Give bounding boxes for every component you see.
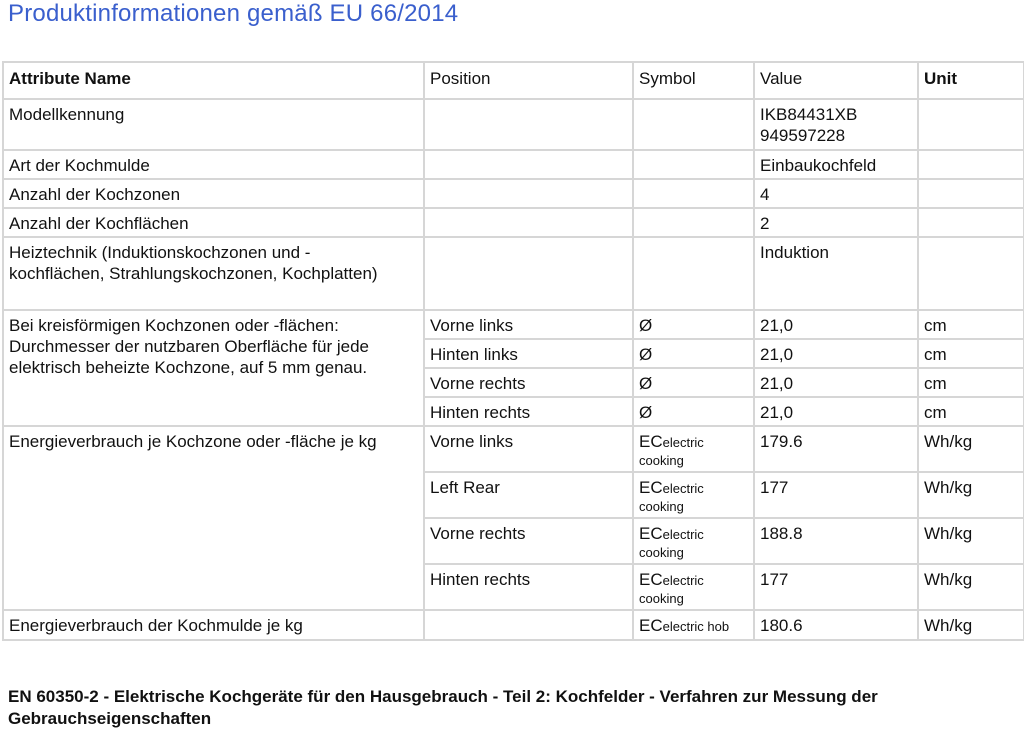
header-unit: Unit <box>918 62 1024 99</box>
table-row <box>3 99 1024 150</box>
row-model-value <box>754 99 918 150</box>
table-row <box>3 610 1024 640</box>
header-symbol: Symbol <box>633 62 754 99</box>
energy-symbol <box>633 426 754 472</box>
row-areas-attribute: Anzahl der Kochflächen <box>3 208 424 237</box>
ec-symbol: EC <box>639 432 663 451</box>
table-header-row <box>3 62 1024 99</box>
diameter-value: 21,0 <box>754 310 918 339</box>
energy-position: Vorne rechts <box>424 518 633 564</box>
diameter-position: Vorne rechts <box>424 368 633 397</box>
ec-subscript-2: cooking <box>639 591 684 606</box>
product-info-table <box>2 61 1024 641</box>
row-areas-value: 2 <box>754 208 918 237</box>
ec-subscript: electric <box>662 573 704 588</box>
ec-subscript-2: cooking <box>639 499 684 514</box>
page-title: Produktinformationen gemäß EU 66/2014 <box>8 0 459 27</box>
model-id: IKB84431XB <box>760 105 858 124</box>
table-row <box>3 208 1024 237</box>
row-heating-attribute: Heiztechnik (Induktionskochzonen und -kochflächen, Strahlungskochzonen, Kochplatten) <box>3 237 424 310</box>
row-diameter-attribute: Bei kreisförmigen Kochzonen oder -flächen: Durchmesser der nutzbaren Oberfläche für jede elektrisch beheizte Kochzone, auf 5 mm genau. <box>3 310 424 426</box>
diameter-position: Vorne links <box>424 310 633 339</box>
table-row <box>3 179 1024 208</box>
diameter-value: 21,0 <box>754 339 918 368</box>
diameter-unit: cm <box>918 368 1024 397</box>
ec-symbol: EC <box>639 524 663 543</box>
energy-symbol <box>633 472 754 518</box>
ec-subscript: electric <box>662 527 704 542</box>
energy-unit: Wh/kg <box>918 472 1024 518</box>
diameter-unit: cm <box>918 397 1024 426</box>
energy-value: 177 <box>754 564 918 610</box>
energy-hob-symbol <box>633 610 754 640</box>
ec-subscript-2: cooking <box>639 545 684 560</box>
energy-unit: Wh/kg <box>918 564 1024 610</box>
energy-position: Left Rear <box>424 472 633 518</box>
header-value: Value <box>754 62 918 99</box>
standard-reference: EN 60350-2 - Elektrische Kochgeräte für den Hausgebrauch - Teil 2: Kochfelder - Verfahren zur Messung der Gebrauchseigenschaften <box>8 687 878 728</box>
ec-subscript-2: cooking <box>639 453 684 468</box>
diameter-symbol: Ø <box>633 339 754 368</box>
diameter-value: 21,0 <box>754 368 918 397</box>
row-model-attribute: Modellkennung <box>3 99 424 150</box>
table-row <box>3 150 1024 179</box>
energy-value: 177 <box>754 472 918 518</box>
row-zones-value: 4 <box>754 179 918 208</box>
energy-unit: Wh/kg <box>918 426 1024 472</box>
table-row <box>3 237 1024 310</box>
diameter-unit: cm <box>918 339 1024 368</box>
energy-symbol <box>633 564 754 610</box>
diameter-symbol: Ø <box>633 397 754 426</box>
diameter-position: Hinten rechts <box>424 397 633 426</box>
energy-position: Vorne links <box>424 426 633 472</box>
row-energy-hob-attribute: Energieverbrauch der Kochmulde je kg <box>3 610 424 640</box>
diameter-unit: cm <box>918 310 1024 339</box>
energy-symbol <box>633 518 754 564</box>
diameter-position: Hinten links <box>424 339 633 368</box>
energy-value: 188.8 <box>754 518 918 564</box>
row-type-value: Einbaukochfeld <box>754 150 918 179</box>
ec-symbol: EC <box>639 478 663 497</box>
ec-symbol: EC <box>639 616 663 635</box>
energy-hob-value: 180.6 <box>754 610 918 640</box>
ec-subscript: electric <box>662 481 704 496</box>
energy-position: Hinten rechts <box>424 564 633 610</box>
diameter-value: 21,0 <box>754 397 918 426</box>
row-zones-attribute: Anzahl der Kochzonen <box>3 179 424 208</box>
energy-hob-unit: Wh/kg <box>918 610 1024 640</box>
row-heating-value: Induktion <box>754 237 918 310</box>
diameter-symbol: Ø <box>633 310 754 339</box>
header-attribute-name: Attribute Name <box>3 62 424 99</box>
energy-unit: Wh/kg <box>918 518 1024 564</box>
ec-symbol: EC <box>639 570 663 589</box>
row-type-attribute: Art der Kochmulde <box>3 150 424 179</box>
header-position: Position <box>424 62 633 99</box>
ec-subscript: electric hob <box>662 619 730 634</box>
table-row <box>3 310 1024 339</box>
diameter-symbol: Ø <box>633 368 754 397</box>
energy-value: 179.6 <box>754 426 918 472</box>
row-energy-zone-attribute: Energieverbrauch je Kochzone oder -fläche je kg <box>3 426 424 610</box>
table-row <box>3 426 1024 472</box>
ec-subscript: electric <box>662 435 704 450</box>
model-number: 949597228 <box>760 126 846 145</box>
